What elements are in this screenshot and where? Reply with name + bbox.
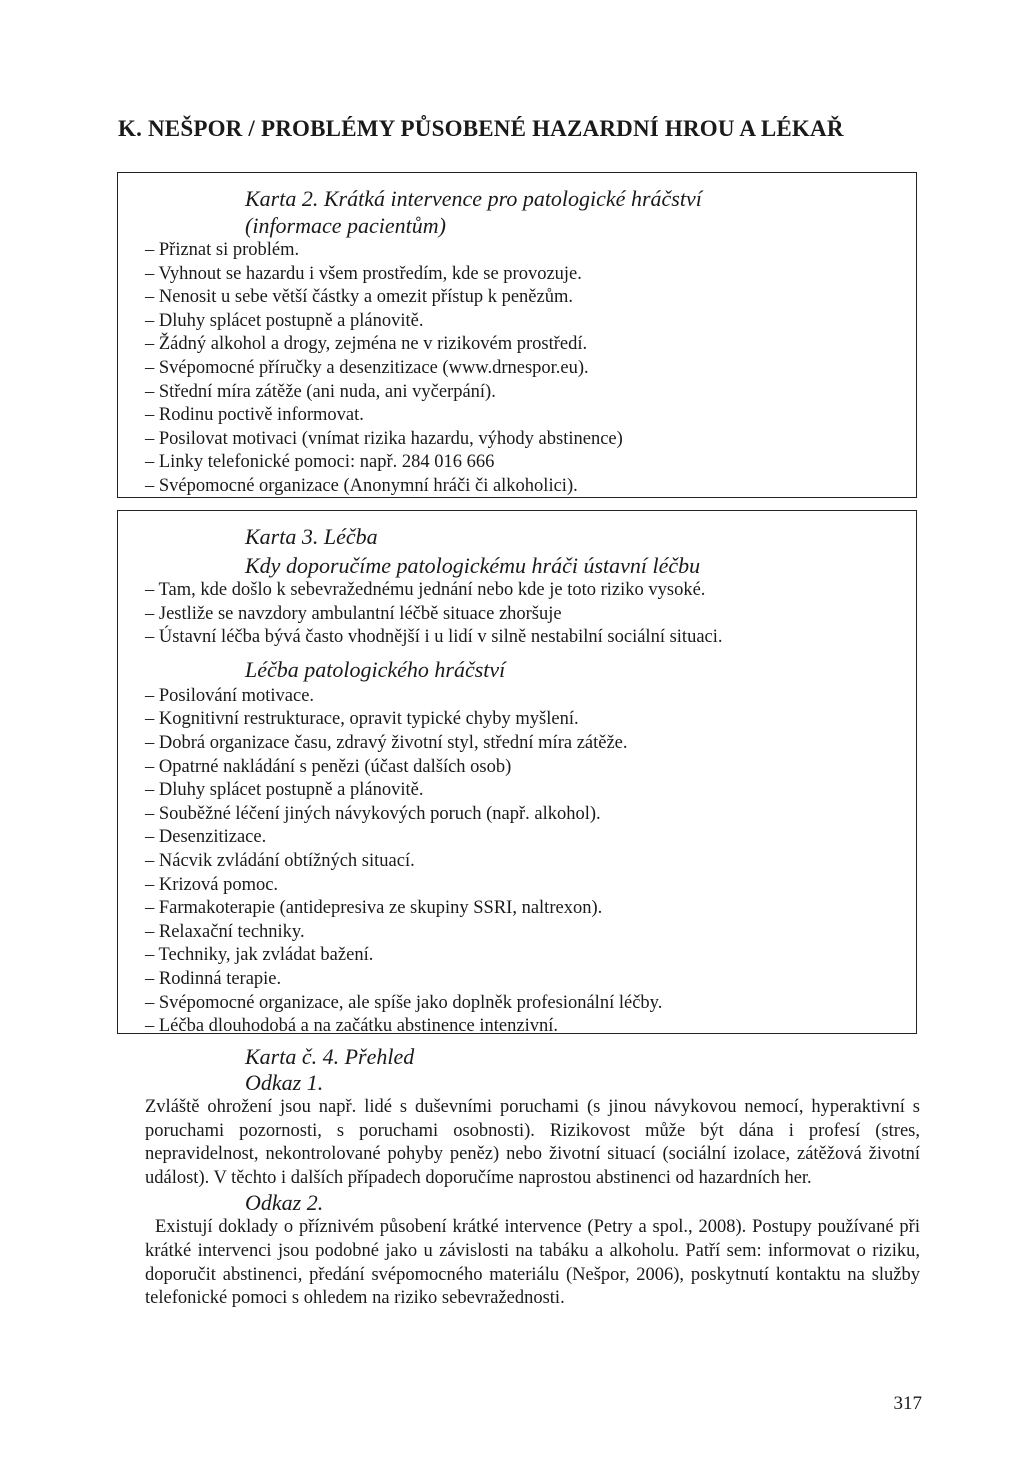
list-item: – Jestliže se navzdory ambulantní léčbě situace zhoršuje (145, 603, 916, 627)
list-item: – Relaxační techniky. (145, 921, 916, 945)
card-3-treatment-list (145, 685, 916, 1039)
list-item: – Rodinu poctivě informovat. (145, 404, 916, 428)
reference-1-heading: Odkaz 1. (245, 1070, 324, 1095)
list-item: – Krizová pomoc. (145, 874, 916, 898)
list-item: – Tam, kde došlo k sebevražednému jednání nebo kde je toto riziko vysoké. (145, 579, 916, 603)
list-item: – Posilovat motivaci (vnímat rizika hazardu, výhody abstinence) (145, 428, 916, 452)
card-2-title: Karta 2. Krátká intervence pro patologické hráčství (245, 186, 702, 211)
card-2-box (117, 172, 917, 498)
card-2-list (145, 239, 916, 499)
list-item: – Desenzitizace. (145, 826, 916, 850)
list-item: – Svépomocné organizace, ale spíše jako doplněk profesionální léčby. (145, 992, 916, 1016)
list-item: – Léčba dlouhodobá a na začátku abstinence intenzivní. (145, 1015, 916, 1039)
list-item: – Techniky, jak zvládat bažení. (145, 944, 916, 968)
list-item: – Svépomocné organizace (Anonymní hráči či alkoholici). (145, 475, 916, 499)
list-item: – Souběžné léčení jiných návykových poruch (např. alkohol). (145, 803, 916, 827)
running-header: K. NEŠPOR / PROBLÉMY PŮSOBENÉ HAZARDNÍ HROU A LÉKAŘ (118, 116, 844, 141)
card-3-subtitle-inpatient: Kdy doporučíme patologickému hráči ústavní léčbu (245, 553, 701, 578)
card-4-section (145, 1044, 920, 1311)
list-item: – Dluhy splácet postupně a plánovitě. (145, 310, 916, 334)
reference-1-text: Zvláště ohrožení jsou např. lidé s duševními poruchami (s jinou návykovou nemocí, hyperaktivní s poruchami pozornosti, s poruchami osobnosti). Rizikovost může být dána i profesí (stres, nepravidelnost, nekontrolované pohyby peněz) nebo životní situací (sociální izolace, zátěžová životní událost). V těchto i dalších případech doporučíme naprostou abstinenci od hazardních her. (145, 1097, 920, 1188)
card-3-title: Karta 3. Léčba (245, 524, 378, 549)
card-2-subtitle: (informace pacientům) (245, 213, 446, 238)
list-item: – Žádný alkohol a drogy, zejména ne v rizikovém prostředí. (145, 333, 916, 357)
card-3-box (117, 510, 917, 1037)
list-item: – Ústavní léčba bývá často vhodnější i u lidí v silně nestabilní sociální situaci. (145, 626, 916, 650)
list-item: – Opatrné nakládání s penězi (účast dalších osob) (145, 756, 916, 780)
card-3-inpatient-list (145, 579, 916, 650)
reference-2-text: Existují doklady o příznivém působení krátké intervence (Petry a spol., 2008). Postupy používané při krátké intervenci jsou podobné jako u závislosti na tabáku a alkoholu. Patří sem: informovat o riziku, doporučit abstinenci, předání svépomocného materiálu (Nešpor, 2006), poskytnutí kontaktu na služby telefonické pomoci s ohledem na riziko sebevražednosti. (145, 1217, 920, 1309)
list-item: – Svépomocné příručky a desenzitizace (www.drnespor.eu). (145, 357, 916, 381)
list-item: – Vyhnout se hazardu i všem prostředím, kde se provozuje. (145, 263, 916, 287)
page-number: 317 (893, 1393, 922, 1414)
list-item: – Střední míra zátěže (ani nuda, ani vyčerpání). (145, 381, 916, 405)
list-item: – Nenosit u sebe větší částky a omezit přístup k penězům. (145, 286, 916, 310)
card-4-title: Karta č. 4. Přehled (245, 1044, 415, 1069)
list-item: – Linky telefonické pomoci: např. 284 016 666 (145, 451, 916, 475)
list-item: – Kognitivní restrukturace, opravit typické chyby myšlení. (145, 708, 916, 732)
list-item: – Rodinná terapie. (145, 968, 916, 992)
list-item: – Přiznat si problém. (145, 239, 916, 263)
list-item: – Nácvik zvládání obtížných situací. (145, 850, 916, 874)
list-item: – Dluhy splácet postupně a plánovitě. (145, 779, 916, 803)
list-item: – Dobrá organizace času, zdravý životní styl, střední míra zátěže. (145, 732, 916, 756)
reference-2-heading: Odkaz 2. (245, 1190, 324, 1216)
list-item: – Posilování motivace. (145, 685, 916, 709)
list-item: – Farmakoterapie (antidepresiva ze skupiny SSRI, naltrexon). (145, 897, 916, 921)
card-3-subtitle-treatment: Léčba patologického hráčství (245, 656, 506, 682)
